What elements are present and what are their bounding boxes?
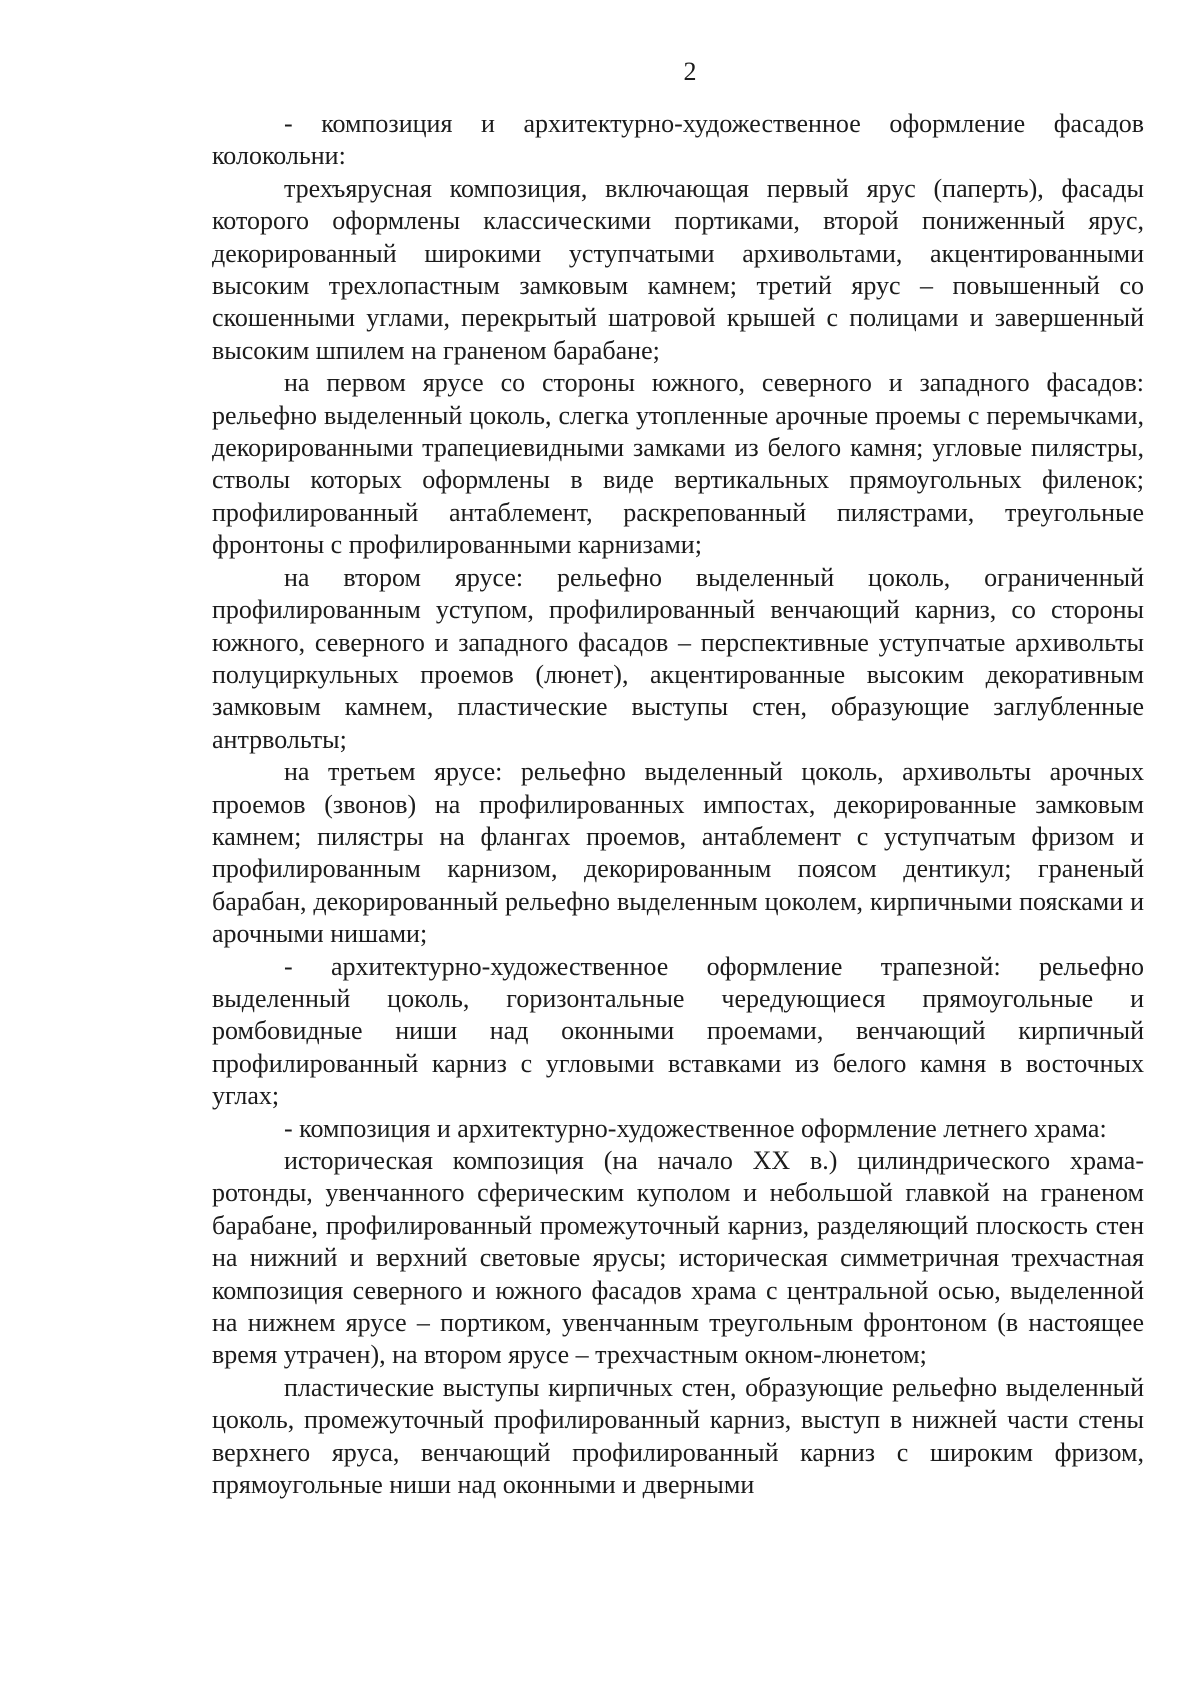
paragraph-first-tier: на первом ярусе со стороны южного, северного и западного фасадов: рельефно выделенный цоколь, слегка утопленные арочные проемы с перемычками, декорированными трапециевидными замками из белого камня; угловые пилястры, стволы которых оформлены в виде вертикальных прямоугольных филенок; профилированный антаблемент, раскрепованный пилястрами, треугольные фронтоны с профилированными карнизами; (212, 368, 1144, 560)
paragraph-bell-tower-heading: - композиция и архитектурно-художественное оформление фасадов колокольни: (212, 109, 1144, 171)
paragraph-second-tier: на втором ярусе: рельефно выделенный цоколь, ограниченный профилированным уступом, профилированный венчающий карниз, со стороны южного, северного и западного фасадов – перспективные уступчатые архивольты полуциркульных проемов (люнет), акцентированные высоким декоративным замковым камнем, пластические выступы стен, образующие заглубленные антрвольты; (212, 562, 1144, 754)
paragraph-summer-church-heading: - композиция и архитектурно-художественное оформление летнего храма: (284, 1113, 1107, 1143)
paragraph-wall-projections: пластические выступы кирпичных стен, образующие рельефно выделенный цоколь, промежуточный профилированный карниз, выступ в нижней части стены верхнего яруса, венчающий профилированный карниз с широким фризом, прямоугольные ниши над оконными и дверными (212, 1372, 1144, 1500)
paragraph-refectory: - архитектурно-художественное оформление трапезной: рельефно выделенный цоколь, горизонтальные чередующиеся прямоугольные и ромбовидные ниши над оконными проемами, венчающий кирпичный профилированный карниз с угловыми вставками из белого камня в восточных углах; (212, 951, 1144, 1111)
paragraph-historic-composition: историческая композиция (на начало XX в.) цилиндрического храма-ротонды, увенчанного сферическим куполом и небольшой главкой на граненом барабане, профилированный промежуточный карниз, разделяющий плоскость стен на нижний и верхний световые ярусы; историческая симметричная трехчастная композиция северного и южного фасадов храма с центральной осью, выделенной на нижнем ярусе – портиком, увенчанным треугольным фронтоном (в настоящее время утрачен), на втором ярусе – трехчастным окном-люнетом; (212, 1146, 1144, 1370)
page-number: 2 (683, 57, 697, 86)
document-body (212, 108, 1144, 1501)
paragraph-third-tier: на третьем ярусе: рельефно выделенный цоколь, архивольты арочных проемов (звонов) на профилированных импостах, декорированные замковым камнем; пилястры на флангах проемов, антаблемент с уступчатым фризом и профилированным карнизом, декорированным поясом дентикул; граненый барабан, декорированный рельефно выделенным цоколем, кирпичными поясками и арочными нишами; (212, 757, 1144, 949)
paragraph-three-tier-composition: трехъярусная композиция, включающая первый ярус (паперть), фасады которого оформлены классическими портиками, второй пониженный ярус, декорированный широкими уступчатыми архивольтами, акцентированными высоким трехлопастным замковым камнем; третий ярус – повышенный со скошенными углами, перекрытый шатровой крышей с полицами и завершенный высоким шпилем на граненом барабане; (212, 173, 1144, 365)
